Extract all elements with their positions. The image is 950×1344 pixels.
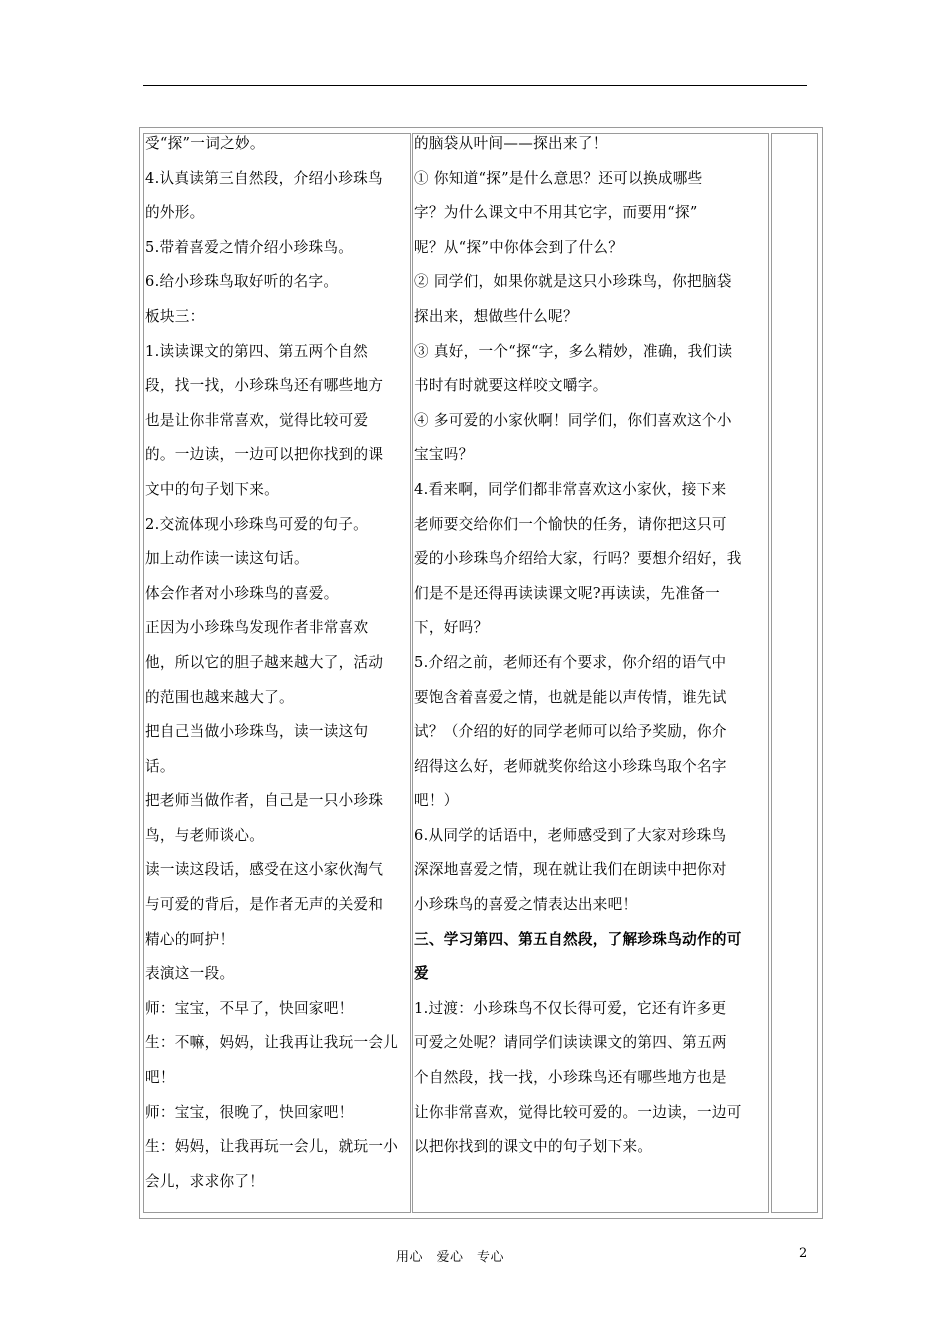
- footer-motto: 用心 爱心 专心: [396, 1250, 505, 1265]
- text-line: 1.过渡：小珍珠鸟不仅长得可爱，它还有许多更: [414, 999, 727, 1017]
- text-line: ② 同学们，如果你就是这只小珍珠鸟，你把脑袋: [414, 273, 732, 291]
- text-line: 师：宝宝，很晚了，快回家吧！: [145, 1103, 354, 1121]
- text-line: 呢？从“探”中你体会到了什么？: [414, 238, 624, 256]
- text-line: 书时有时就要这样咬文嚼字。: [414, 377, 608, 395]
- text-line: 表演这一段。: [145, 965, 235, 983]
- text-line: 爱: [414, 965, 429, 983]
- left-column-text: [145, 133, 409, 1199]
- right-column-text: [414, 133, 767, 1165]
- text-line: 的外形。: [145, 204, 205, 222]
- text-line: 精心的呵护！: [145, 930, 235, 948]
- text-line: 老师要交给你们一个愉快的任务，请你把这只可: [414, 515, 727, 533]
- text-line: 4.认真读第三自然段，介绍小珍珠鸟: [145, 169, 383, 187]
- text-line: ③ 真好，一个“探“字，多么精妙，准确，我们读: [414, 342, 733, 360]
- text-line: 鸟，与老师谈心。: [145, 826, 265, 844]
- text-line: 他，所以它的胆子越来越大了，活动: [145, 653, 384, 671]
- left-column: [143, 133, 411, 1213]
- text-line: 6.给小珍珠鸟取好听的名字。: [145, 273, 339, 291]
- text-line: 话。: [145, 757, 175, 775]
- text-line: 正因为小珍珠鸟发现作者非常喜欢: [145, 619, 369, 637]
- right-column: [412, 133, 769, 1213]
- text-line: 6.从同学的话语中，老师感受到了大家对珍珠鸟: [414, 826, 727, 844]
- text-line: 2.交流体现小珍珠鸟可爱的句子。: [145, 515, 369, 533]
- text-line: ① 你知道“探”是什么意思？还可以换成哪些: [414, 169, 703, 187]
- text-line: 5.介绍之前，老师还有个要求，你介绍的语气中: [414, 653, 727, 671]
- text-line: 5.带着喜爱之情介绍小珍珠鸟。: [145, 238, 354, 256]
- text-line: 爱的小珍珠鸟介绍给大家，行吗？要想介绍好，我: [414, 550, 742, 568]
- text-line: 生：妈妈，让我再玩一会儿，就玩一小: [145, 1138, 399, 1156]
- text-line: 把自己当做小珍珠鸟，读一读这句: [145, 723, 369, 741]
- notes-column: [771, 133, 818, 1213]
- text-line: 的脑袋从叶间——探出来了！: [414, 135, 608, 152]
- text-line: 三、学习第四、第五自然段，了解珍珠鸟动作的可: [414, 930, 742, 948]
- text-line: 4.看来啊，同学们都非常喜欢这小家伙，接下来: [414, 480, 727, 498]
- text-line: 体会作者对小珍珠鸟的喜爱。: [145, 584, 339, 602]
- text-line: 加上动作读一读这句话。: [145, 550, 309, 568]
- text-line: 会儿，求求你了！: [145, 1172, 265, 1190]
- text-line: 们是不是还得再读读课文呢?再读读，先准备一: [414, 584, 721, 602]
- page-number: 2: [799, 1246, 808, 1261]
- text-line: 要饱含着喜爱之情，也就是能以声传情，谁先试: [414, 688, 727, 706]
- text-line: 段，找一找，小珍珠鸟还有哪些地方: [145, 377, 384, 395]
- text-line: 小珍珠鸟的喜爱之情表达出来吧！: [414, 896, 638, 914]
- text-line: 1.读读课文的第四、第五两个自然: [145, 342, 369, 360]
- text-line: 受“探”一词之妙。: [145, 135, 265, 152]
- text-line: 试？（介绍的好的同学老师可以给予奖励，你介: [414, 723, 727, 741]
- text-line: 把老师当做作者，自己是一只小珍珠: [145, 792, 384, 810]
- text-line: ④ 多可爱的小家伙啊！同学们，你们喜欢这个小: [414, 411, 732, 429]
- text-line: 与可爱的背后，是作者无声的关爱和: [145, 896, 384, 914]
- text-line: 吧！）: [414, 792, 459, 810]
- text-line: 探出来，想做些什么呢？: [414, 307, 578, 325]
- text-line: 个自然段，找一找，小珍珠鸟还有哪些地方也是: [414, 1069, 727, 1087]
- text-line: 让你非常喜欢，觉得比较可爱的。一边读，一边可: [414, 1103, 742, 1121]
- text-line: 的。一边读，一边可以把你找到的课: [145, 446, 384, 464]
- text-line: 师：宝宝，不早了，快回家吧！: [145, 999, 354, 1017]
- text-line: 也是让你非常喜欢，觉得比较可爱: [145, 411, 369, 429]
- text-line: 吧！: [145, 1069, 175, 1087]
- text-line: 板块三：: [145, 307, 205, 325]
- text-line: 绍得这么好，老师就奖你给这小珍珠鸟取个名字: [414, 757, 727, 775]
- text-line: 字？为什么课文中不用其它字，而要用“探”: [414, 204, 698, 222]
- text-line: 的范围也越来越大了。: [145, 688, 294, 706]
- text-line: 以把你找到的课文中的句子划下来。: [414, 1138, 653, 1156]
- text-line: 读一读这段话，感受在这小家伙淘气: [145, 861, 384, 879]
- text-line: 生：不嘛，妈妈，让我再让我玩一会儿: [145, 1034, 399, 1052]
- text-line: 宝宝吗？: [414, 446, 474, 464]
- text-line: 可爱之处呢？请同学们读读课文的第四、第五两: [414, 1034, 727, 1052]
- text-line: 文中的句子划下来。: [145, 480, 280, 498]
- header-rule: [143, 85, 807, 86]
- text-line: 下，好吗？: [414, 619, 489, 637]
- text-line: 深深地喜爱之情，现在就让我们在朗读中把你对: [414, 861, 727, 879]
